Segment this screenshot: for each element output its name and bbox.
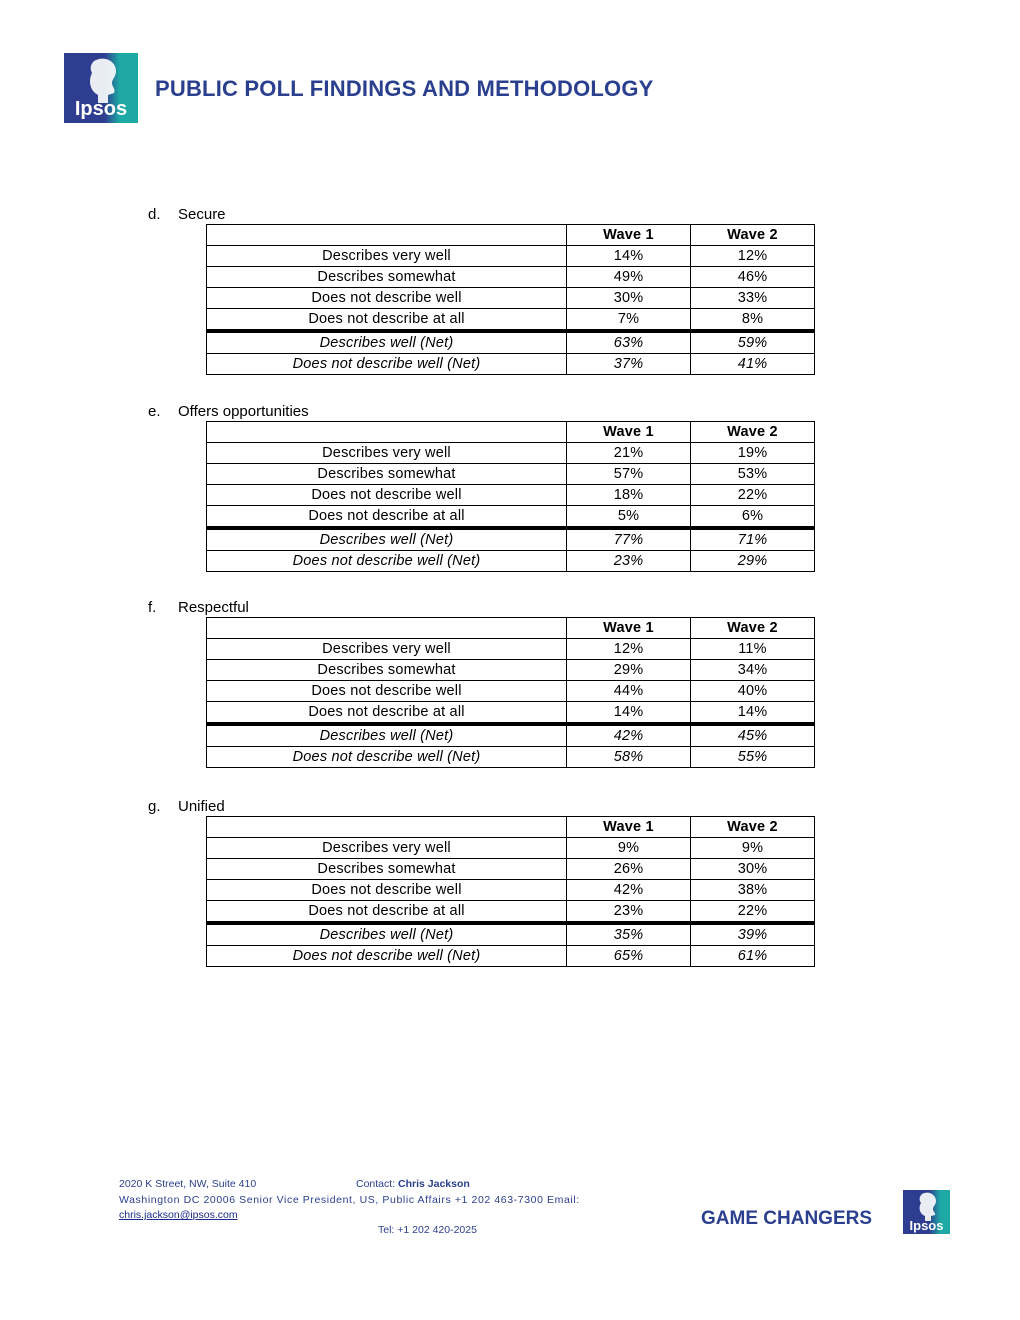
row-label: Does not describe at all (207, 309, 567, 332)
column-header: Wave 2 (691, 817, 815, 838)
wave1-net-value: 58% (567, 747, 691, 768)
svg-text:Ipsos: Ipsos (74, 98, 128, 120)
ipsos-logo-footer (903, 1190, 950, 1234)
row-label: Does not describe well (207, 681, 567, 702)
wave2-value: 33% (691, 288, 815, 309)
wave1-value: 29% (567, 660, 691, 681)
wave2-value: 53% (691, 464, 815, 485)
wave2-net-value: 55% (691, 747, 815, 768)
footer-email-link[interactable]: chris.jackson@ipsos.com (119, 1209, 238, 1221)
table-row (207, 309, 815, 332)
footer-tel: Tel: +1 202 420-2025 (378, 1224, 477, 1236)
wave1-value: 5% (567, 506, 691, 529)
poll-table (206, 224, 815, 375)
poll-table (206, 816, 815, 967)
wave2-value: 9% (691, 838, 815, 859)
wave1-net-value: 35% (567, 923, 691, 946)
table-row (207, 901, 815, 924)
page-title: PUBLIC POLL FINDINGS AND METHODOLOGY (155, 76, 654, 101)
wave1-value: 21% (567, 443, 691, 464)
row-label: Describes very well (207, 246, 567, 267)
net-row (207, 923, 815, 946)
table-header-row (207, 817, 815, 838)
table-row (207, 880, 815, 901)
section-letter: e. (148, 403, 161, 420)
wave2-net-value: 59% (691, 331, 815, 354)
wave2-value: 12% (691, 246, 815, 267)
section-letter: d. (148, 206, 161, 223)
wave1-value: 42% (567, 880, 691, 901)
section-title: Unified (178, 798, 225, 815)
net-row (207, 528, 815, 551)
net-label: Does not describe well (Net) (207, 551, 567, 572)
net-row (207, 946, 815, 967)
row-label: Describes somewhat (207, 267, 567, 288)
wave1-value: 9% (567, 838, 691, 859)
contact-label: Contact: (356, 1178, 396, 1190)
wave2-net-value: 71% (691, 528, 815, 551)
section-letter: g. (148, 798, 161, 815)
row-label: Does not describe well (207, 485, 567, 506)
column-header: Wave 1 (567, 817, 691, 838)
wave1-value: 14% (567, 246, 691, 267)
header-blank-cell (207, 618, 567, 639)
section-label (148, 403, 818, 421)
wave1-net-value: 65% (567, 946, 691, 967)
table-header-row (207, 618, 815, 639)
section-label (148, 798, 818, 816)
wave1-value: 18% (567, 485, 691, 506)
net-label: Describes well (Net) (207, 331, 567, 354)
table-row (207, 506, 815, 529)
net-label: Describes well (Net) (207, 923, 567, 946)
poll-table (206, 421, 815, 572)
wave2-value: 11% (691, 639, 815, 660)
wave1-value: 23% (567, 901, 691, 924)
column-header: Wave 2 (691, 618, 815, 639)
footer-contact (356, 1176, 470, 1192)
net-label: Does not describe well (Net) (207, 946, 567, 967)
wave2-value: 8% (691, 309, 815, 332)
contact-name: Chris Jackson (398, 1178, 470, 1190)
column-header: Wave 2 (691, 422, 815, 443)
net-row (207, 331, 815, 354)
row-label: Does not describe well (207, 880, 567, 901)
footer-line2: Washington DC 20006 Senior Vice President, US, Public Affairs +1 202 463-7300 Email: (119, 1194, 580, 1206)
wave1-value: 44% (567, 681, 691, 702)
table-row (207, 660, 815, 681)
wave1-net-value: 23% (567, 551, 691, 572)
table-row (207, 838, 815, 859)
net-row (207, 747, 815, 768)
table-row (207, 702, 815, 725)
section-title: Secure (178, 206, 226, 223)
row-label: Does not describe well (207, 288, 567, 309)
table-row (207, 485, 815, 506)
table-row (207, 639, 815, 660)
wave1-net-value: 42% (567, 724, 691, 747)
net-label: Does not describe well (Net) (207, 354, 567, 375)
svg-text:Ipsos: Ipsos (909, 1218, 944, 1233)
wave2-value: 30% (691, 859, 815, 880)
wave1-value: 26% (567, 859, 691, 880)
table-header-row (207, 422, 815, 443)
table-row (207, 859, 815, 880)
ipsos-logo (64, 53, 138, 123)
net-label: Describes well (Net) (207, 528, 567, 551)
wave1-value: 12% (567, 639, 691, 660)
poll-section (148, 798, 818, 967)
row-label: Describes very well (207, 443, 567, 464)
section-title: Respectful (178, 599, 249, 616)
column-header: Wave 1 (567, 618, 691, 639)
footer-address: 2020 K Street, NW, Suite 410 (119, 1178, 257, 1190)
row-label: Describes very well (207, 838, 567, 859)
row-label: Describes somewhat (207, 859, 567, 880)
wave2-value: 38% (691, 880, 815, 901)
column-header: Wave 2 (691, 225, 815, 246)
table-row (207, 246, 815, 267)
header-blank-cell (207, 225, 567, 246)
row-label: Does not describe at all (207, 702, 567, 725)
wave1-net-value: 63% (567, 331, 691, 354)
section-letter: f. (148, 599, 157, 616)
wave1-value: 7% (567, 309, 691, 332)
table-row (207, 267, 815, 288)
table-header-row (207, 225, 815, 246)
wave1-value: 14% (567, 702, 691, 725)
wave2-value: 34% (691, 660, 815, 681)
table-row (207, 464, 815, 485)
table-row (207, 681, 815, 702)
row-label: Does not describe at all (207, 506, 567, 529)
column-header: Wave 1 (567, 422, 691, 443)
wave2-value: 19% (691, 443, 815, 464)
wave2-net-value: 39% (691, 923, 815, 946)
net-label: Describes well (Net) (207, 724, 567, 747)
row-label: Describes somewhat (207, 464, 567, 485)
wave2-value: 22% (691, 485, 815, 506)
table-row (207, 443, 815, 464)
header-blank-cell (207, 422, 567, 443)
net-row (207, 724, 815, 747)
poll-table (206, 617, 815, 768)
net-row (207, 551, 815, 572)
section-title: Offers opportunities (178, 403, 309, 420)
wave1-value: 49% (567, 267, 691, 288)
net-row (207, 354, 815, 375)
wave2-value: 22% (691, 901, 815, 924)
wave2-net-value: 29% (691, 551, 815, 572)
row-label: Does not describe at all (207, 901, 567, 924)
wave2-net-value: 41% (691, 354, 815, 375)
wave1-net-value: 37% (567, 354, 691, 375)
wave2-value: 6% (691, 506, 815, 529)
wave1-value: 57% (567, 464, 691, 485)
header-blank-cell (207, 817, 567, 838)
game-changers-tagline: GAME CHANGERS (701, 1208, 873, 1229)
wave2-net-value: 61% (691, 946, 815, 967)
wave2-value: 46% (691, 267, 815, 288)
row-label: Describes very well (207, 639, 567, 660)
section-label (148, 599, 818, 617)
poll-section (148, 206, 818, 375)
net-label: Does not describe well (Net) (207, 747, 567, 768)
wave2-value: 40% (691, 681, 815, 702)
poll-section (148, 403, 818, 572)
row-label: Describes somewhat (207, 660, 567, 681)
wave2-net-value: 45% (691, 724, 815, 747)
section-label (148, 206, 818, 224)
wave1-net-value: 77% (567, 528, 691, 551)
wave1-value: 30% (567, 288, 691, 309)
table-row (207, 288, 815, 309)
poll-section (148, 599, 818, 768)
wave2-value: 14% (691, 702, 815, 725)
column-header: Wave 1 (567, 225, 691, 246)
